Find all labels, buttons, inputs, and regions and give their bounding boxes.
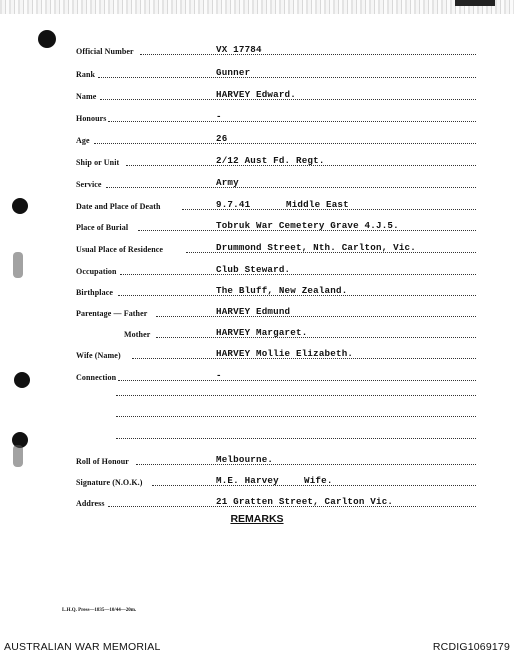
occupation-value: Club Steward. xyxy=(216,264,291,275)
row-mother xyxy=(76,323,476,341)
connection-line xyxy=(116,437,476,439)
death-date-value: 9.7.41 xyxy=(216,199,251,210)
row-honours xyxy=(76,107,476,125)
scan-edge xyxy=(0,0,514,14)
scan-mark xyxy=(455,0,495,6)
death-label: Date and Place of Death xyxy=(76,202,161,211)
footer-source: AUSTRALIAN WAR MEMORIAL xyxy=(4,641,161,653)
official-number-value: VX 17784 xyxy=(216,44,262,55)
row-death xyxy=(76,195,476,213)
row-wife xyxy=(76,344,476,362)
row-name xyxy=(76,85,476,103)
ship-or-unit-label: Ship or Unit xyxy=(76,158,120,167)
row-burial xyxy=(76,216,476,234)
address-value: 21 Gratten Street, Carlton Vic. xyxy=(216,496,394,507)
address-label: Address xyxy=(76,499,105,508)
residence-value: Drummond Street, Nth. Carlton, Vic. xyxy=(216,242,416,253)
birthplace-label: Birthplace xyxy=(76,288,113,297)
service-value: Army xyxy=(216,177,239,188)
mother-label: Mother xyxy=(124,330,151,339)
roll-of-honour-label: Roll of Honour xyxy=(76,457,129,466)
age-label: Age xyxy=(76,136,90,145)
roll-of-honour-value: Melbourne. xyxy=(216,454,274,465)
row-rank xyxy=(76,63,476,81)
row-service xyxy=(76,173,476,191)
birthplace-value: The Bluff, New Zealand. xyxy=(216,285,348,296)
connection-line xyxy=(116,394,476,396)
connection-label: Connection xyxy=(76,373,117,382)
row-signature xyxy=(76,471,476,489)
row-official-number xyxy=(76,40,476,58)
row-ship-or-unit xyxy=(76,151,476,169)
signature-value: M.E. Harvey xyxy=(216,475,279,486)
burial-label: Place of Burial xyxy=(76,223,129,232)
official-number-label: Official Number xyxy=(76,47,134,56)
remarks-heading: REMARKS xyxy=(230,513,284,525)
honours-value: - xyxy=(216,111,222,122)
punch-hole xyxy=(14,372,30,388)
row-connection xyxy=(76,366,476,384)
service-label: Service xyxy=(76,180,102,189)
row-roll-of-honour xyxy=(76,450,476,468)
footer-record-id: RCDIG1069179 xyxy=(432,641,510,653)
wife-value: HARVEY Mollie Elizabeth. xyxy=(216,348,354,359)
row-birthplace xyxy=(76,281,476,299)
mother-value: HARVEY Margaret. xyxy=(216,327,308,338)
row-age xyxy=(76,129,476,147)
father-label: Parentage — Father xyxy=(76,309,148,318)
honours-label: Honours xyxy=(76,114,107,123)
row-father xyxy=(76,302,476,320)
name-value: HARVEY Edward. xyxy=(216,89,296,100)
printer-imprint: L.H.Q. Press—1835—10/44—20m. xyxy=(62,608,137,613)
rank-label: Rank xyxy=(76,70,96,79)
row-occupation xyxy=(76,260,476,278)
row-residence xyxy=(76,238,476,256)
row-address xyxy=(76,492,476,510)
punch-blot xyxy=(13,252,23,278)
rank-value: Gunner xyxy=(216,67,251,78)
father-value: HARVEY Edmund xyxy=(216,306,291,317)
wife-label: Wife (Name) xyxy=(76,351,121,360)
connection-line xyxy=(116,415,476,417)
ship-or-unit-value: 2/12 Aust Fd. Regt. xyxy=(216,155,325,166)
burial-value: Tobruk War Cemetery Grave 4.J.5. xyxy=(216,220,399,231)
punch-hole xyxy=(12,198,28,214)
punch-hole xyxy=(38,30,56,48)
occupation-label: Occupation xyxy=(76,267,117,276)
age-value: 26 xyxy=(216,133,228,144)
death-place-value: Middle East xyxy=(286,199,349,210)
residence-label: Usual Place of Residence xyxy=(76,245,164,254)
name-label: Name xyxy=(76,92,97,101)
connection-value: - xyxy=(216,370,222,381)
punch-blot xyxy=(13,445,23,467)
signature-relation: Wife. xyxy=(304,475,333,486)
signature-label: Signature (N.O.K.) xyxy=(76,478,143,487)
